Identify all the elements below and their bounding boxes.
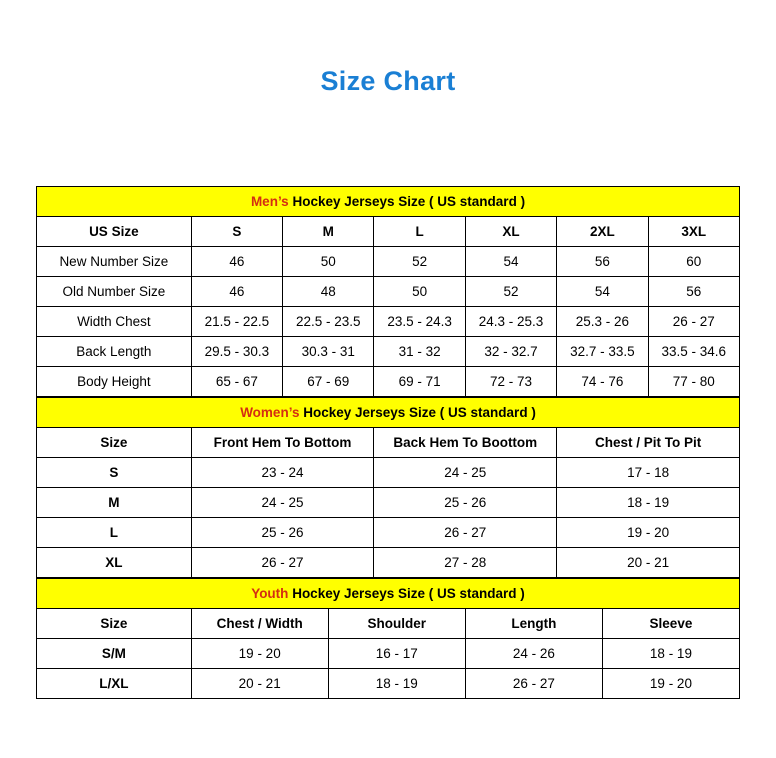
womens-header-cell-1: Front Hem To Bottom bbox=[191, 428, 374, 458]
youth-row-1-cell-2: 18 - 19 bbox=[328, 669, 465, 699]
youth-row-0-cell-4: 18 - 19 bbox=[602, 639, 739, 669]
womens-row-1-cell-2: 25 - 26 bbox=[374, 488, 557, 518]
mens-header-cell-1: S bbox=[191, 217, 282, 247]
mens-row-3-cell-4: 32 - 32.7 bbox=[465, 337, 556, 367]
youth-band-accent: Youth bbox=[251, 586, 289, 601]
youth-row-0-label: S/M bbox=[37, 639, 192, 669]
womens-band-row bbox=[37, 398, 740, 428]
mens-row-3-cell-1: 29.5 - 30.3 bbox=[191, 337, 282, 367]
table-row bbox=[37, 518, 740, 548]
womens-row-0-cell-3: 17 - 18 bbox=[557, 458, 740, 488]
mens-header-cell-3: L bbox=[374, 217, 465, 247]
youth-row-1-label: L/XL bbox=[37, 669, 192, 699]
table-row bbox=[37, 307, 740, 337]
mens-row-4-cell-6: 77 - 80 bbox=[648, 367, 739, 397]
youth-header-cell-2: Shoulder bbox=[328, 609, 465, 639]
youth-row-1-cell-4: 19 - 20 bbox=[602, 669, 739, 699]
mens-header-cell-0: US Size bbox=[37, 217, 192, 247]
mens-row-3-cell-3: 31 - 32 bbox=[374, 337, 465, 367]
mens-row-1-cell-2: 48 bbox=[283, 277, 374, 307]
youth-header-row bbox=[37, 609, 740, 639]
womens-row-2-cell-3: 19 - 20 bbox=[557, 518, 740, 548]
mens-row-4-cell-1: 65 - 67 bbox=[191, 367, 282, 397]
womens-header-row bbox=[37, 428, 740, 458]
size-chart-container bbox=[36, 186, 740, 699]
table-row bbox=[37, 669, 740, 699]
mens-band-cell bbox=[37, 187, 740, 217]
womens-row-1-cell-1: 24 - 25 bbox=[191, 488, 374, 518]
womens-row-3-cell-3: 20 - 21 bbox=[557, 548, 740, 578]
mens-row-0-cell-1: 46 bbox=[191, 247, 282, 277]
womens-header-cell-0: Size bbox=[37, 428, 192, 458]
mens-row-2-cell-3: 23.5 - 24.3 bbox=[374, 307, 465, 337]
youth-header-cell-0: Size bbox=[37, 609, 192, 639]
table-row bbox=[37, 247, 740, 277]
womens-row-2-label: L bbox=[37, 518, 192, 548]
womens-band-accent: Women’s bbox=[240, 405, 300, 420]
womens-row-0-label: S bbox=[37, 458, 192, 488]
mens-band-row bbox=[37, 187, 740, 217]
table-row bbox=[37, 337, 740, 367]
womens-row-0-cell-2: 24 - 25 bbox=[374, 458, 557, 488]
womens-row-2-cell-1: 25 - 26 bbox=[191, 518, 374, 548]
womens-row-1-cell-3: 18 - 19 bbox=[557, 488, 740, 518]
womens-row-2-cell-2: 26 - 27 bbox=[374, 518, 557, 548]
womens-row-3-cell-2: 27 - 28 bbox=[374, 548, 557, 578]
mens-row-1-cell-3: 50 bbox=[374, 277, 465, 307]
youth-row-1-cell-1: 20 - 21 bbox=[191, 669, 328, 699]
youth-row-0-cell-2: 16 - 17 bbox=[328, 639, 465, 669]
youth-band-rest: Hockey Jerseys Size ( US standard ) bbox=[288, 586, 525, 601]
youth-row-0-cell-3: 24 - 26 bbox=[465, 639, 602, 669]
mens-row-2-cell-4: 24.3 - 25.3 bbox=[465, 307, 556, 337]
mens-row-3-cell-5: 32.7 - 33.5 bbox=[557, 337, 648, 367]
mens-row-0-cell-3: 52 bbox=[374, 247, 465, 277]
mens-row-2-cell-2: 22.5 - 23.5 bbox=[283, 307, 374, 337]
mens-header-cell-2: M bbox=[283, 217, 374, 247]
mens-row-3-cell-2: 30.3 - 31 bbox=[283, 337, 374, 367]
size-chart-page bbox=[0, 66, 776, 758]
table-row bbox=[37, 639, 740, 669]
youth-band-cell bbox=[37, 579, 740, 609]
youth-header-cell-1: Chest / Width bbox=[191, 609, 328, 639]
womens-size-table bbox=[36, 397, 740, 578]
mens-row-4-label: Body Height bbox=[37, 367, 192, 397]
mens-header-cell-5: 2XL bbox=[557, 217, 648, 247]
mens-row-1-cell-1: 46 bbox=[191, 277, 282, 307]
mens-row-2-cell-6: 26 - 27 bbox=[648, 307, 739, 337]
table-row bbox=[37, 277, 740, 307]
mens-row-0-label: New Number Size bbox=[37, 247, 192, 277]
youth-row-0-cell-1: 19 - 20 bbox=[191, 639, 328, 669]
mens-row-0-cell-6: 60 bbox=[648, 247, 739, 277]
womens-header-cell-2: Back Hem To Boottom bbox=[374, 428, 557, 458]
womens-row-0-cell-1: 23 - 24 bbox=[191, 458, 374, 488]
mens-row-0-cell-5: 56 bbox=[557, 247, 648, 277]
mens-row-4-cell-5: 74 - 76 bbox=[557, 367, 648, 397]
table-row bbox=[37, 367, 740, 397]
mens-row-4-cell-3: 69 - 71 bbox=[374, 367, 465, 397]
mens-band-rest: Hockey Jerseys Size ( US standard ) bbox=[288, 194, 526, 209]
mens-size-table bbox=[36, 186, 740, 397]
womens-row-3-cell-1: 26 - 27 bbox=[191, 548, 374, 578]
mens-row-0-cell-2: 50 bbox=[283, 247, 374, 277]
youth-band-row bbox=[37, 579, 740, 609]
womens-row-1-label: M bbox=[37, 488, 192, 518]
mens-row-2-label: Width Chest bbox=[37, 307, 192, 337]
youth-size-table bbox=[36, 578, 740, 699]
mens-row-1-label: Old Number Size bbox=[37, 277, 192, 307]
womens-row-3-label: XL bbox=[37, 548, 192, 578]
mens-header-cell-4: XL bbox=[465, 217, 556, 247]
mens-header-row bbox=[37, 217, 740, 247]
table-row bbox=[37, 458, 740, 488]
table-row bbox=[37, 548, 740, 578]
mens-row-4-cell-2: 67 - 69 bbox=[283, 367, 374, 397]
mens-band-accent: Men’s bbox=[250, 194, 289, 209]
youth-row-1-cell-3: 26 - 27 bbox=[465, 669, 602, 699]
womens-header-cell-3: Chest / Pit To Pit bbox=[557, 428, 740, 458]
mens-row-3-cell-6: 33.5 - 34.6 bbox=[648, 337, 739, 367]
mens-row-1-cell-5: 54 bbox=[557, 277, 648, 307]
mens-row-2-cell-5: 25.3 - 26 bbox=[557, 307, 648, 337]
table-row bbox=[37, 488, 740, 518]
mens-row-0-cell-4: 54 bbox=[465, 247, 556, 277]
youth-header-cell-3: Length bbox=[465, 609, 602, 639]
mens-row-1-cell-4: 52 bbox=[465, 277, 556, 307]
mens-row-1-cell-6: 56 bbox=[648, 277, 739, 307]
youth-header-cell-4: Sleeve bbox=[602, 609, 739, 639]
womens-band-rest: Hockey Jerseys Size ( US standard ) bbox=[299, 405, 536, 420]
mens-row-3-label: Back Length bbox=[37, 337, 192, 367]
mens-row-4-cell-4: 72 - 73 bbox=[465, 367, 556, 397]
mens-header-cell-6: 3XL bbox=[648, 217, 739, 247]
mens-row-2-cell-1: 21.5 - 22.5 bbox=[191, 307, 282, 337]
womens-band-cell bbox=[37, 398, 740, 428]
page-title: Size Chart bbox=[320, 66, 456, 96]
